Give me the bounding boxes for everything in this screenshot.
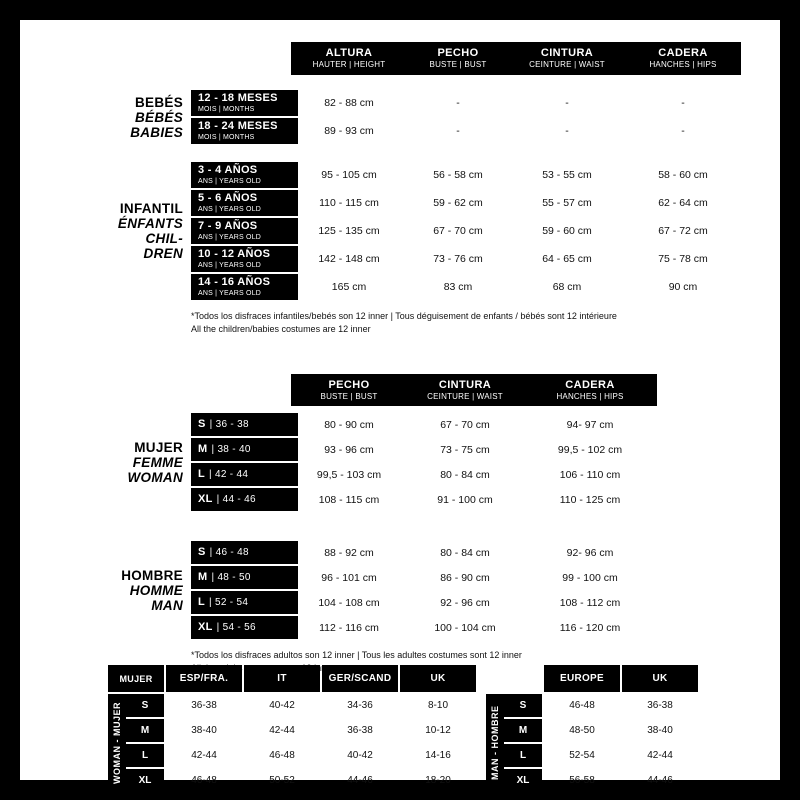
kids-value-cell: 110 - 115 cm [319,197,379,209]
adults-value-cell: 80 - 90 cm [324,418,374,431]
man-conversion-value: 48-50 [569,725,595,736]
adults-header-cell [407,374,523,406]
kids-group-label-line: BEBÉS [134,94,183,110]
adults-size-letter: L [198,596,206,608]
adults-size-cell [191,413,298,436]
adults-group-label-line: HOMME [129,582,183,598]
kids-size-sublabel: MOIS | MONTHS [198,134,255,141]
kids-value-cell: 58 - 60 cm [658,169,708,181]
woman-conversion-value: 34-36 [347,700,373,711]
kids-note-en: All the children/babies costumes are 12 inner [191,324,371,334]
size-chart-page [20,20,780,786]
kids-value-cell: 75 - 78 cm [658,253,708,265]
adults-header-main: CINTURA [438,378,492,391]
kids-value-cell: 125 - 135 cm [318,225,380,237]
woman-conversion-corner-label: MUJER [108,665,164,692]
adults-value-cell: 92 - 96 cm [440,596,490,609]
adults-size-range: | 46 - 48 [209,547,249,558]
adults-value-cell: 73 - 75 cm [440,443,490,456]
man-conversion-value: 56-58 [569,775,595,786]
adults-value-cell: 80 - 84 cm [440,546,490,559]
adults-value-cell: 96 - 101 cm [321,571,377,584]
woman-conversion-size: XL [126,769,164,792]
adults-size-letter: L [198,468,206,480]
man-conversion-value: 38-40 [647,725,673,736]
kids-header-sub: HAUTER | HEIGHT [312,60,386,69]
kids-value-cell: 62 - 64 cm [658,197,708,209]
man-conversion-value: 42-44 [647,750,673,761]
adults-value-cell: 92- 96 cm [566,546,614,559]
adults-group-label [50,541,183,639]
kids-value-cell: - [681,97,685,109]
adults-header-main: CADERA [565,378,615,391]
woman-conversion-value: 36-38 [191,700,217,711]
adults-value-cell: 88 - 92 cm [324,546,374,559]
adults-size-range: | 52 - 54 [209,597,249,608]
kids-value-cell: 59 - 62 cm [433,197,483,209]
kids-group-label-line: CHIL- [145,231,183,246]
woman-conversion-size: M [126,719,164,742]
adults-value-cell: 67 - 70 cm [440,418,490,431]
adults-size-cell [191,566,298,589]
kids-value-cell: 59 - 60 cm [542,225,592,237]
kids-value-cell: 90 cm [668,281,698,293]
man-conversion-header: UK [622,665,698,692]
kids-size-label: 10 - 12 AÑOS [198,248,271,260]
kids-header-cell [407,42,509,75]
kids-note-es: *Todos los disfraces infantiles/bebés son 12 inner | Tous déguisement de enfants / bébés sont 12 intérieure [191,311,617,321]
adults-size-letter: S [198,418,206,430]
kids-header-main: CADERA [658,47,708,59]
kids-size-cell [191,90,298,116]
adults-value-cell: 94- 97 cm [566,418,614,431]
adults-size-cell [191,438,298,461]
adults-group-label-line: MAN [151,597,183,613]
kids-value-cell: 82 - 88 cm [324,97,374,109]
woman-conversion-header: IT [244,665,320,692]
adults-size-cell [191,616,298,639]
adults-value-cell: 106 - 110 cm [559,468,621,481]
kids-header-main: PECHO [437,47,479,59]
kids-size-cell [191,218,298,244]
kids-value-cell: 56 - 58 cm [433,169,483,181]
kids-group-label [50,162,183,300]
adults-note-es: *Todos los disfraces adultos son 12 inner | Tous les adultes costumes sont 12 inner [191,650,522,660]
man-conversion-size: XL [504,769,542,792]
woman-conversion-value: 38-40 [191,725,217,736]
kids-header-cell [625,42,741,75]
kids-header-cell [291,42,407,75]
adults-value-cell: 110 - 125 cm [559,493,621,506]
man-conversion-size: S [504,694,542,717]
adults-value-cell: 108 - 115 cm [318,493,380,506]
kids-header-cell [509,42,625,75]
woman-conversion-value: 46-48 [191,775,217,786]
adults-header-cell [523,374,657,406]
man-conversion-side-label: MAN - HOMBRE [486,694,504,792]
adults-size-letter: M [198,571,208,583]
woman-conversion-header: UK [400,665,476,692]
kids-group-label-line: DREN [143,246,183,261]
adults-value-cell: 86 - 90 cm [440,571,490,584]
kids-header-sub: HANCHES | HIPS [649,60,717,69]
adults-value-cell: 116 - 120 cm [559,621,621,634]
kids-size-label: 18 - 24 MESES [198,120,278,132]
kids-size-cell [191,118,298,144]
size-chart-content [20,20,780,786]
adults-group-label-line: FEMME [132,454,183,470]
kids-group-label [50,90,183,144]
kids-size-label: 7 - 9 AÑOS [198,220,258,232]
adults-size-cell [191,463,298,486]
adults-header-sub: CEINTURE | WAIST [427,391,503,401]
kids-group-label-line: BÉBÉS [134,109,183,125]
adults-value-cell: 104 - 108 cm [318,596,380,609]
adults-size-range: | 54 - 56 [216,622,256,633]
kids-size-cell [191,274,298,300]
adults-size-range: | 42 - 44 [209,469,249,480]
adults-size-letter: S [198,546,206,558]
kids-group-label-line: ÉNFANTS [117,216,183,231]
adults-group-label [50,413,183,511]
kids-group-label-line: INFANTIL [119,201,183,216]
kids-size-sublabel: ANS | YEARS OLD [198,262,262,269]
kids-size-label: 5 - 6 AÑOS [198,192,258,204]
woman-conversion-size: L [126,744,164,767]
kids-value-cell: 95 - 105 cm [321,169,377,181]
woman-conversion-header: GER/SCAND [322,665,398,692]
woman-conversion-value: 44-46 [347,775,373,786]
kids-value-cell: - [681,125,685,137]
kids-value-cell: 53 - 55 cm [542,169,592,181]
woman-conversion-value: 42-44 [269,725,295,736]
adults-size-range: | 44 - 46 [216,494,256,505]
adults-header-sub: BUSTE | BUST [320,391,378,401]
kids-value-cell: 142 - 148 cm [318,253,380,265]
kids-size-label: 14 - 16 AÑOS [198,276,271,288]
kids-size-sublabel: ANS | YEARS OLD [198,290,262,297]
kids-group-label-line: BABIES [130,124,183,140]
adults-group-label-line: MUJER [134,439,183,455]
man-conversion-header: EUROPE [544,665,620,692]
adults-header-cell [291,374,407,406]
kids-size-sublabel: MOIS | MONTHS [198,106,255,113]
adults-size-letter: XL [198,493,213,505]
kids-size-cell [191,246,298,272]
kids-size-cell [191,190,298,216]
adults-value-cell: 112 - 116 cm [319,621,379,634]
woman-conversion-size: S [126,694,164,717]
adults-group-label-line: WOMAN [127,469,183,485]
kids-size-label: 3 - 4 AÑOS [198,164,258,176]
adults-value-cell: 100 - 104 cm [434,621,496,634]
woman-conversion-value: 18-20 [425,775,451,786]
woman-conversion-value: 42-44 [191,750,217,761]
adults-size-range: | 36 - 38 [209,419,249,430]
kids-value-cell: 68 cm [552,281,582,293]
kids-size-label: 12 - 18 MESES [198,92,278,104]
woman-conversion-side-label: WOMAN - MUJER [108,694,126,792]
kids-value-cell: 64 - 65 cm [542,253,592,265]
kids-size-cell [191,162,298,188]
adults-value-cell: 93 - 96 cm [324,443,374,456]
kids-value-cell: 83 cm [443,281,473,293]
adults-size-letter: XL [198,621,213,633]
adults-size-range: | 48 - 50 [211,572,251,583]
kids-size-sublabel: ANS | YEARS OLD [198,206,262,213]
woman-conversion-value: 8-10 [427,700,448,711]
kids-header-sub: BUSTE | BUST [429,60,487,69]
kids-value-cell: 73 - 76 cm [433,253,483,265]
woman-conversion-value: 10-12 [425,725,451,736]
kids-value-cell: - [456,97,460,109]
adults-size-cell [191,541,298,564]
woman-conversion-value: 36-38 [347,725,373,736]
kids-value-cell: - [565,97,569,109]
man-conversion-value: 52-54 [569,750,595,761]
kids-header-sub: CEINTURE | WAIST [529,60,605,69]
man-conversion-value: 36-38 [647,700,673,711]
kids-value-cell: 165 cm [331,281,367,293]
adults-group-label-line: HOMBRE [121,567,183,583]
adults-value-cell: 91 - 100 cm [437,493,493,506]
kids-value-cell: 67 - 70 cm [433,225,483,237]
kids-value-cell: - [456,125,460,137]
man-conversion-size: M [504,719,542,742]
woman-conversion-value: 46-48 [269,750,295,761]
adults-size-cell [191,591,298,614]
man-conversion-size: L [504,744,542,767]
kids-value-cell: 67 - 72 cm [658,225,708,237]
adults-size-cell [191,488,298,511]
woman-conversion-value: 40-42 [269,700,295,711]
adults-header-sub: HANCHES | HIPS [556,391,624,401]
adults-value-cell: 99,5 - 103 cm [316,468,382,481]
woman-conversion-value: 40-42 [347,750,373,761]
man-conversion-value: 44-46 [647,775,673,786]
adults-size-range: | 38 - 40 [211,444,251,455]
adults-value-cell: 108 - 112 cm [559,596,621,609]
kids-size-sublabel: ANS | YEARS OLD [198,234,262,241]
man-conversion-value: 46-48 [569,700,595,711]
adults-value-cell: 80 - 84 cm [440,468,490,481]
adults-size-letter: M [198,443,208,455]
adults-value-cell: 99,5 - 102 cm [557,443,623,456]
woman-conversion-header: ESP/FRA. [166,665,242,692]
woman-conversion-value: 14-16 [425,750,451,761]
kids-size-sublabel: ANS | YEARS OLD [198,178,262,185]
adults-value-cell: 99 - 100 cm [562,571,618,584]
kids-header-main: CINTURA [540,47,594,59]
woman-conversion-value: 50-52 [269,775,295,786]
adults-header-main: PECHO [328,378,370,391]
kids-value-cell: - [565,125,569,137]
kids-header-main: ALTURA [325,47,373,59]
kids-value-cell: 55 - 57 cm [542,197,592,209]
kids-value-cell: 89 - 93 cm [324,125,374,137]
